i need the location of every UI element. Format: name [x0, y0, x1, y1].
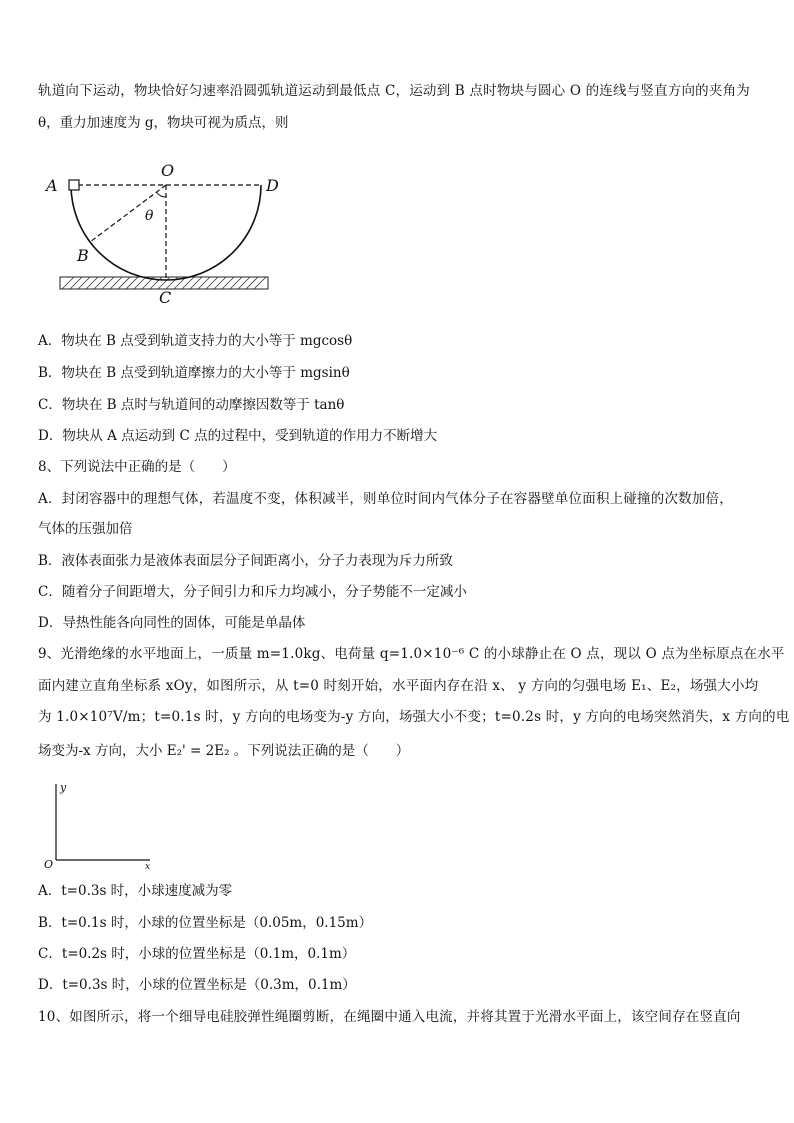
q9-option-a: A．t=0.3s 时，小球速度减为零 — [38, 883, 233, 899]
q9-option-b: B．t=0.1s 时，小球的位置坐标是（0.05m，0.15m） — [38, 915, 373, 931]
q7-option-c: C．物块在 B 点时与轨道间的动摩擦因数等于 tanθ — [38, 397, 345, 413]
q9-stem-line-1: 9、光滑绝缘的水平地面上，一质量 m=1.0kg、电荷量 q=1.0×10⁻⁶ C 的小球静止在 O 点，现以 O 点为坐标原点在水平 — [38, 646, 785, 662]
q9-option-c: C．t=0.2s 时，小球的位置坐标是（0.1m，0.1m） — [38, 946, 356, 962]
label-a: A — [46, 176, 58, 195]
label-o: O — [161, 161, 175, 180]
q7-option-a: A．物块在 B 点受到轨道支持力的大小等于 mgcosθ — [38, 333, 353, 349]
theta-angle-arc — [156, 192, 166, 197]
radius-ob-dashed-line — [90, 185, 166, 242]
q7-option-b: B．物块在 B 点受到轨道摩擦力的大小等于 mgsinθ — [38, 365, 350, 381]
q8-option-a-line-2: 气体的压强加倍 — [38, 521, 133, 537]
q7-stem-line-1: 轨道向下运动，物块恰好匀速率沿圆弧轨道运动到最低点 C，运动到 B 点时物块与圆心 O 的连线与竖直方向的夹角为 — [38, 83, 750, 99]
q8-option-d: D．导热性能各向同性的固体，可能是单晶体 — [38, 615, 306, 631]
label-theta: θ — [145, 208, 154, 224]
q8-option-c: C．随着分子间距增大，分子间引力和斥力均减小，分子势能不一定减小 — [38, 584, 467, 600]
label-x: x — [145, 862, 151, 870]
q9-stem-line-3: 为 1.0×10⁷V/m；t=0.1s 时，y 方向的电场变为-y 方向，场强大小不变；t=0.2s 时，y 方向的电场突然消失，x 方向的电 — [38, 709, 790, 725]
q8-option-a-line-1: A．封闭容器中的理想气体，若温度不变，体积减半，则单位时间内气体分子在容器壁单位面积上碰撞的次数加倍， — [38, 491, 733, 507]
q7-option-d: D．物块从 A 点运动到 C 点的过程中，受到轨道的作用力不断增大 — [38, 428, 438, 444]
q9-option-d: D．t=0.3s 时，小球的位置坐标是（0.3m，0.1m） — [38, 977, 356, 993]
q7-stem-line-2: θ，重力加速度为 g，物块可视为质点，则 — [38, 115, 289, 131]
q9-stem-line-4: 场变为-x 方向，大小 E₂' = 2E₂ 。下列说法正确的是（ ） — [38, 743, 410, 759]
q9-figure-coordinate-axes — [38, 778, 158, 870]
q9-stem-line-2: 面内建立直角坐标系 xOy，如图所示，从 t=0 时刻开始，水平面内存在沿 x、 y 方向的匀强电场 E₁、E₂，场强大小均 — [38, 678, 759, 694]
q8-option-b: B．液体表面张力是液体表面层分子间距离小，分子力表现为斥力所致 — [38, 553, 453, 569]
block-at-a — [69, 180, 79, 190]
label-origin: O — [44, 858, 54, 870]
q7-figure-semicircle-track — [40, 158, 280, 308]
label-y: y — [60, 781, 67, 794]
q10-stem-line-1: 10、如图所示，将一个细导电硅胶弹性绳圈剪断，在绳圈中通入电流，并将其置于光滑水平面上，该空间存在竖直向 — [38, 1009, 741, 1025]
q8-stem: 8、下列说法中正确的是（ ） — [38, 459, 236, 475]
label-b: B — [77, 246, 89, 265]
label-d: D — [266, 176, 279, 195]
label-c: C — [159, 288, 172, 307]
